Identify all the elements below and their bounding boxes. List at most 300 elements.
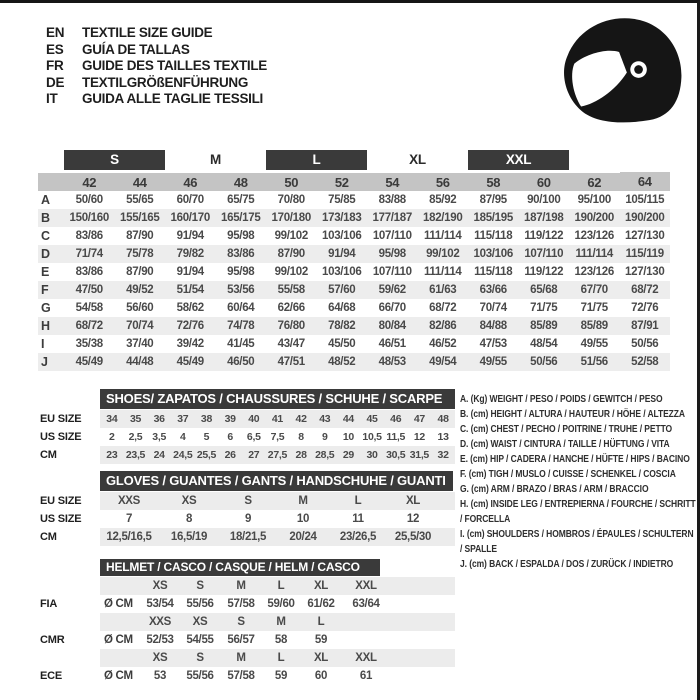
helmet-section-header: HELMET / CASCO / CASQUE / HELM / CASCO <box>100 559 380 576</box>
size-value: 79/82 <box>165 245 216 263</box>
diameter-unit-label: Ø CM <box>104 670 133 682</box>
size-value: 46/52 <box>429 338 457 350</box>
helmet-size <box>342 613 390 631</box>
size-value: 45/49 <box>64 353 115 371</box>
helmet-value <box>342 631 390 649</box>
size-value: 76/80 <box>266 317 317 335</box>
measure-row-G <box>38 299 670 317</box>
gloves-section-header: GLOVES / GUANTES / GANTS / HANDSCHUHE / GUANTI <box>100 471 453 491</box>
size-value: 111/114 <box>423 230 462 242</box>
size-group-cell <box>266 149 367 172</box>
size-value: 31,5 <box>408 446 432 464</box>
row-letter: E <box>41 265 50 279</box>
size-column-52: 52 <box>317 172 368 191</box>
size-value: 127/130 <box>625 230 665 242</box>
helmet-size: XS <box>140 649 180 667</box>
size-value: 9 <box>321 431 328 443</box>
size-value: 43 <box>313 410 337 428</box>
row-letter: J <box>38 353 64 371</box>
helmet-value: 57/58 <box>227 670 255 682</box>
size-value: 27 <box>242 446 266 464</box>
size-value: 83/86 <box>75 230 103 242</box>
size-value: 23,5 <box>124 446 148 464</box>
lang-code: FR <box>46 58 64 73</box>
size-value: 99/102 <box>418 245 469 263</box>
measure-row-B <box>38 209 670 227</box>
size-value: 99/102 <box>274 230 308 242</box>
size-value: 80/84 <box>367 317 418 335</box>
size-value: M <box>276 492 330 510</box>
size-value: 35 <box>124 410 148 428</box>
helmet-size: XS <box>140 577 180 595</box>
lang-row-de <box>46 75 267 92</box>
size-value: 107/110 <box>519 245 570 263</box>
size-value: 87/90 <box>126 266 154 278</box>
size-value: 44 <box>337 410 361 428</box>
size-value: 2,5 <box>128 431 143 443</box>
size-value: 187/198 <box>519 209 570 227</box>
helmet-value: 59 <box>274 670 288 682</box>
size-value: 39 <box>218 410 242 428</box>
size-value: 58/62 <box>176 302 204 314</box>
filler-cell <box>390 613 455 631</box>
lang-row-es <box>46 42 267 59</box>
helmet-size-table <box>100 577 455 685</box>
helmet-value: 59 <box>314 634 328 646</box>
size-value: 85/89 <box>569 317 620 335</box>
size-value: 91/94 <box>317 245 368 263</box>
measure-row-H <box>38 317 670 335</box>
size-value: 55/58 <box>266 281 317 299</box>
size-value: 51/56 <box>569 353 620 371</box>
standard-label-ece: ECE <box>40 670 63 682</box>
size-value: 49/55 <box>468 353 519 371</box>
lang-title: GUIDE DES TAILLES TEXTILE <box>82 58 268 73</box>
size-group-cell <box>64 149 165 172</box>
size-value: 71/75 <box>580 302 608 314</box>
size-column-60: 60 <box>519 172 570 191</box>
legend-item-j: J. (cm) BACK / ESPALDA / DOS / ZURÜCK / INDIETRO <box>460 559 674 570</box>
unit-cell <box>100 577 140 595</box>
filler-cell <box>390 667 455 685</box>
lang-code: ES <box>46 41 64 57</box>
size-value: 3,5 <box>152 431 166 443</box>
helmet-value: 59/60 <box>267 598 295 610</box>
size-value: 123/126 <box>574 230 614 242</box>
size-column-42: 42 <box>64 172 115 191</box>
size-value: 8 <box>298 431 304 443</box>
row-letter: G <box>41 301 51 315</box>
size-value: XL <box>386 492 440 510</box>
size-column-58: 58 <box>468 172 519 191</box>
size-value: 26 <box>218 446 242 464</box>
size-value: 115/118 <box>474 230 513 242</box>
lang-title: TEXTILE SIZE GUIDE <box>82 25 213 40</box>
lang-title: TEXTILGRÖßENFÜHRUNG <box>82 74 249 90</box>
size-value: 50/60 <box>75 194 103 206</box>
size-value: 5 <box>203 431 210 443</box>
lang-title: GUÍA DE TALLAS <box>82 41 190 57</box>
size-value: 50/56 <box>519 353 570 371</box>
size-value: 40 <box>242 410 266 428</box>
size-value: 11,5 <box>386 431 406 443</box>
helmet-size: M <box>220 649 262 667</box>
size-value: 10 <box>296 513 310 525</box>
size-value: 87/91 <box>620 317 671 335</box>
helmet-value: 53 <box>153 670 167 682</box>
size-value: 70/80 <box>277 194 305 206</box>
size-value: 83/86 <box>216 245 267 263</box>
size-value: 45/49 <box>165 353 216 371</box>
standard-label-fia: FIA <box>40 598 58 610</box>
filler-cell <box>440 528 455 546</box>
diameter-unit-label: Ø CM <box>104 598 133 610</box>
size-value: 9 <box>244 513 252 525</box>
size-value: 75/78 <box>115 245 166 263</box>
helmet-value: 63/64 <box>352 598 380 610</box>
filler-cell <box>390 577 455 595</box>
size-value: 32 <box>431 446 455 464</box>
size-value: 59/62 <box>367 281 418 299</box>
row-letter: C <box>41 229 50 243</box>
size-value: 36 <box>147 410 171 428</box>
size-value: 62/66 <box>277 302 305 314</box>
helmet-size: L <box>300 613 342 631</box>
helmet-sizes-row-ECE <box>100 649 455 667</box>
gloves-cm-label: CM <box>40 531 57 543</box>
row-letter: D <box>38 245 64 263</box>
size-numbers-row <box>38 172 670 191</box>
racing-helmet-icon <box>553 15 691 127</box>
size-column-56: 56 <box>418 172 469 191</box>
size-value: 43/47 <box>277 338 305 350</box>
language-title-block <box>46 25 267 108</box>
helmet-value: 61/62 <box>307 598 335 610</box>
measure-row-E <box>38 263 670 281</box>
size-group-cell <box>468 149 569 172</box>
size-value: 49/52 <box>115 281 166 299</box>
legend-item-g: G. (cm) ARM / BRAZO / BRAS / ARM / BRACCIO <box>460 484 649 495</box>
filler-cell <box>390 649 455 667</box>
helmet-sizes-row-CMR <box>100 613 455 631</box>
filler-cell <box>440 492 455 510</box>
size-value: 71/74 <box>64 245 115 263</box>
size-value: 111/114 <box>423 266 462 278</box>
size-value: 37 <box>171 410 195 428</box>
shoes-eu-size-label: EU SIZE <box>40 413 82 425</box>
row-letter: A <box>41 193 50 207</box>
size-value: 111/114 <box>569 245 620 263</box>
size-value: 38 <box>195 410 219 428</box>
size-value: 53/56 <box>216 281 267 299</box>
size-value: 16,5/19 <box>158 528 220 546</box>
size-value: 50/56 <box>631 338 659 350</box>
size-value: 85/89 <box>519 317 570 335</box>
helmet-values-row-ECE <box>100 667 455 685</box>
shoes-table-row <box>100 428 455 446</box>
diameter-unit-label: Ø CM <box>104 634 133 646</box>
helmet-size: XL <box>300 577 342 595</box>
helmet-size: XXL <box>342 649 390 667</box>
size-value: 119/122 <box>524 230 564 242</box>
measure-row-C <box>38 227 670 245</box>
size-value: 65/75 <box>227 194 255 206</box>
helmet-size: L <box>262 577 300 595</box>
legend-item-i: I. (cm) SHOULDERS / HOMBROS / ÉPAULES / SCHULTERN / SPALLE <box>460 529 694 555</box>
size-value: 170/180 <box>266 209 317 227</box>
size-value: 84/88 <box>468 317 519 335</box>
shoes-us-size-label: US SIZE <box>40 431 82 443</box>
size-value: 78/82 <box>317 317 368 335</box>
legend-item-f: F. (cm) TIGH / MUSLO / CUISSE / SCHENKEL / COSCIA <box>460 469 676 480</box>
filler-cell <box>390 595 455 613</box>
size-value: L <box>330 492 386 510</box>
helmet-value: 61 <box>359 670 373 682</box>
helmet-values-row-CMR <box>100 631 455 649</box>
size-value: 48/53 <box>367 353 418 371</box>
size-value: 46/51 <box>378 338 406 350</box>
size-value: 48/54 <box>530 338 558 350</box>
size-value: 103/106 <box>322 230 362 242</box>
size-group-M: M <box>210 152 221 167</box>
size-value: 123/126 <box>574 266 614 278</box>
size-value: 10 <box>342 431 354 443</box>
size-value: 115/119 <box>620 245 671 263</box>
size-value: 49/55 <box>580 338 608 350</box>
size-value: 119/122 <box>524 266 564 278</box>
shoes-size-table <box>100 410 455 464</box>
size-value: 87/95 <box>479 194 507 206</box>
size-column-46: 46 <box>165 172 216 191</box>
size-value: 10,5 <box>362 431 382 443</box>
size-group-XXL: XXL <box>468 150 569 170</box>
size-value: 47 <box>408 410 432 428</box>
size-value: 160/170 <box>165 209 216 227</box>
size-value: 46 <box>384 410 408 428</box>
size-value: S <box>220 492 276 510</box>
measure-row-I <box>38 335 670 353</box>
size-value: 29 <box>337 446 361 464</box>
size-group-cell <box>165 149 266 172</box>
size-value: 107/110 <box>372 266 412 278</box>
size-value: 91/94 <box>176 266 204 278</box>
lang-code: DE <box>46 74 65 90</box>
helmet-value: 60 <box>314 670 328 682</box>
size-value: 173/183 <box>317 209 368 227</box>
standard-label-cmr: CMR <box>40 634 65 646</box>
size-value: 87/90 <box>126 230 154 242</box>
size-value: 103/106 <box>322 266 362 278</box>
size-value: 60/64 <box>227 302 255 314</box>
size-group-cell <box>367 149 468 172</box>
helmet-size: L <box>262 649 300 667</box>
helmet-size: S <box>180 649 220 667</box>
size-value: 12 <box>413 431 425 443</box>
legend-item-e: E. (cm) HIP / CADERA / HANCHE / HÜFTE / HIPS / BACINO <box>460 454 690 465</box>
size-value: 190/200 <box>620 209 671 227</box>
size-value: 27,5 <box>266 446 290 464</box>
size-value: 74/78 <box>216 317 267 335</box>
size-value: 44/48 <box>115 353 166 371</box>
size-column-62: 62 <box>569 172 620 191</box>
size-value: 48 <box>431 410 455 428</box>
legend-item-a: A. (Kg) WEIGHT / PESO / POIDS / GEWITCH / PESO <box>460 394 663 405</box>
lang-row-en <box>46 25 267 42</box>
size-value: XS <box>158 492 220 510</box>
size-value: 35/38 <box>75 338 103 350</box>
size-value: 63/66 <box>468 281 519 299</box>
size-value: 99/102 <box>274 266 308 278</box>
shoes-cm-label: CM <box>40 449 57 461</box>
size-value: 91/94 <box>176 230 204 242</box>
size-value: 28 <box>289 446 313 464</box>
size-value: 83/88 <box>378 194 406 206</box>
size-value: 71/75 <box>530 302 558 314</box>
measure-row-D <box>38 245 670 263</box>
row-letter: B <box>38 209 64 227</box>
helmet-size: XXS <box>140 613 180 631</box>
size-value: 20/24 <box>276 528 330 546</box>
measure-row-F <box>38 281 670 299</box>
size-value: 42 <box>289 410 313 428</box>
size-value: 12 <box>406 513 420 525</box>
size-value: 41/45 <box>227 338 255 350</box>
size-value: 60/70 <box>176 194 204 206</box>
size-value: 95/98 <box>227 230 255 242</box>
size-value: 24,5 <box>171 446 195 464</box>
gloves-size-table <box>100 492 455 546</box>
size-group-L: L <box>266 150 367 170</box>
legend-item-b: B. (cm) HEIGHT / ALTURA / HAUTEUR / HÖHE / ALTEZZA <box>460 409 685 420</box>
filler-cell <box>390 631 455 649</box>
size-value: 6,5 <box>246 431 261 443</box>
size-value: 7,5 <box>270 431 285 443</box>
gloves-table-row <box>100 492 455 510</box>
helmet-value: 52/53 <box>146 634 174 646</box>
size-value: 24 <box>147 446 171 464</box>
gloves-table-row <box>100 528 455 546</box>
helmet-value: 58 <box>274 634 288 646</box>
size-column-64: 64 <box>620 172 671 191</box>
size-value: 127/130 <box>625 266 665 278</box>
size-value: 2 <box>109 431 115 443</box>
size-value: 25,5/30 <box>386 528 440 546</box>
size-value: 68/72 <box>429 302 457 314</box>
helmet-value: 55/56 <box>186 670 214 682</box>
size-column-50: 50 <box>266 172 317 191</box>
size-value: 67/70 <box>569 281 620 299</box>
lang-row-it <box>46 91 267 108</box>
size-value: 37/40 <box>126 338 154 350</box>
size-value: 61/63 <box>418 281 469 299</box>
size-value: 45 <box>360 410 384 428</box>
size-value: 70/74 <box>115 317 166 335</box>
filler-cell <box>440 510 455 528</box>
size-value: 103/106 <box>468 245 519 263</box>
lang-code: IT <box>46 91 58 106</box>
size-value: 107/110 <box>372 230 412 242</box>
size-value: 82/86 <box>418 317 469 335</box>
size-value: 70/74 <box>479 302 507 314</box>
size-value: 4 <box>180 431 186 443</box>
unit-cell <box>100 613 140 631</box>
lang-code: EN <box>46 25 65 40</box>
size-value: 48/52 <box>317 353 368 371</box>
helmet-values-row-FIA <box>100 595 455 613</box>
size-group-XL: XL <box>409 152 426 167</box>
size-value: 57/60 <box>317 281 368 299</box>
size-value: 18/21,5 <box>220 528 276 546</box>
size-value: 45/50 <box>328 338 356 350</box>
garment-size-table <box>38 149 670 371</box>
size-value: 13 <box>437 431 449 443</box>
unit-cell <box>100 649 140 667</box>
measure-row-A <box>38 191 670 209</box>
gloves-us-size-label: US SIZE <box>40 513 82 525</box>
size-value: 83/86 <box>75 266 103 278</box>
helmet-size: M <box>262 613 300 631</box>
size-value: 34 <box>100 410 124 428</box>
lang-row-fr <box>46 58 267 75</box>
size-value: 85/92 <box>429 194 457 206</box>
helmet-size: M <box>220 577 262 595</box>
size-group-row <box>38 149 670 172</box>
size-value: 87/90 <box>266 245 317 263</box>
helmet-size: XXL <box>342 577 390 595</box>
size-value: 25,5 <box>195 446 219 464</box>
size-value: 65/68 <box>519 281 570 299</box>
helmet-size: XL <box>300 649 342 667</box>
helmet-value: 56/57 <box>227 634 255 646</box>
size-value: 30 <box>360 446 384 464</box>
size-value: 90/100 <box>527 194 561 206</box>
row-letter: I <box>41 337 45 351</box>
size-value: 72/76 <box>631 302 659 314</box>
size-value: 190/200 <box>569 209 620 227</box>
size-value: 41 <box>266 410 290 428</box>
helmet-size: XS <box>180 613 220 631</box>
size-value: 66/70 <box>378 302 406 314</box>
helmet-value: 57/58 <box>227 598 255 610</box>
gloves-table-row <box>100 510 455 528</box>
size-group-S: S <box>64 150 165 170</box>
size-value: 47/51 <box>266 353 317 371</box>
corner-cell <box>38 172 64 191</box>
size-value: 39/42 <box>176 338 204 350</box>
row-letter: H <box>38 317 64 335</box>
size-value: 46/50 <box>216 353 267 371</box>
size-column-54: 54 <box>367 172 418 191</box>
size-value: 55/65 <box>126 194 154 206</box>
size-value: 68/72 <box>64 317 115 335</box>
size-value: 95/100 <box>577 194 611 206</box>
size-value: 75/85 <box>328 194 356 206</box>
size-value: 182/190 <box>418 209 469 227</box>
shoes-table-row <box>100 446 455 464</box>
size-value: 12,5/16,5 <box>100 528 158 546</box>
size-value: 150/160 <box>64 209 115 227</box>
size-value: 47/53 <box>479 338 507 350</box>
size-value: 185/195 <box>468 209 519 227</box>
helmet-size: S <box>220 613 262 631</box>
legend-item-c: C. (cm) CHEST / PECHO / POITRINE / TRUHE / PETTO <box>460 424 673 435</box>
size-value: 54/58 <box>75 302 103 314</box>
legend-item-d: D. (cm) WAIST / CINTURA / TAILLE / HÜFTUNG / VITA <box>460 439 670 450</box>
size-value: 155/165 <box>115 209 166 227</box>
size-group-cell <box>569 149 620 172</box>
size-value: 6 <box>227 431 233 443</box>
size-column-48: 48 <box>216 172 267 191</box>
